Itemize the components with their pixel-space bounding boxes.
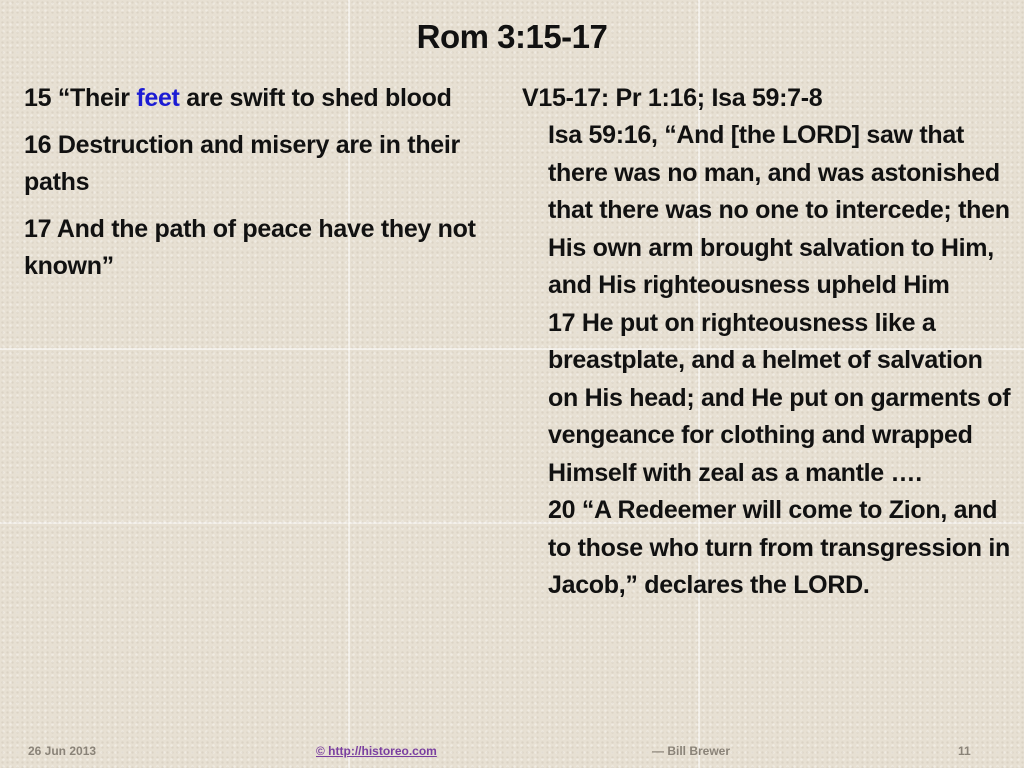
- verse-15-highlight: feet: [136, 84, 180, 112]
- verse-17: 17 And the path of peace have they not known”: [24, 215, 476, 280]
- page-number: 11: [958, 744, 971, 758]
- isaiah-59-20: 20 “A Redeemer will come to Zion, and to those who turn from transgression in Jacob,” declares the LORD.: [548, 496, 1010, 599]
- footer-author: — Bill Brewer: [652, 744, 731, 758]
- verse-column: [24, 80, 504, 295]
- cross-reference-column: [548, 117, 1018, 605]
- footer-date: 26 Jun 2013: [28, 744, 97, 758]
- isaiah-59-17: 17 He put on righteousness like a breastplate, and a helmet of salvation on His head; and He put on garments of vengeance for clothing and wrapped Himself with zeal as a mantle ….: [548, 308, 1011, 487]
- verse-15-suffix: are swift to shed blood: [179, 84, 452, 112]
- cross-reference-heading: V15-17: Pr 1:16; Isa 59:7-8: [522, 84, 823, 112]
- isaiah-59-16: Isa 59:16, “And [the LORD] saw that there was no man, and was astonished that there was no one to intercede; then His own arm brought salvation to Him, and His righteousness upheld Him: [548, 121, 1010, 299]
- verse-16: 16 Destruction and misery are in their paths: [24, 131, 460, 196]
- slide-title: Rom 3:15-17: [416, 18, 608, 55]
- verse-15: [24, 80, 504, 117]
- footer-link[interactable]: © http://historeo.com: [316, 744, 437, 758]
- verse-15-prefix: 15 “Their: [24, 84, 137, 112]
